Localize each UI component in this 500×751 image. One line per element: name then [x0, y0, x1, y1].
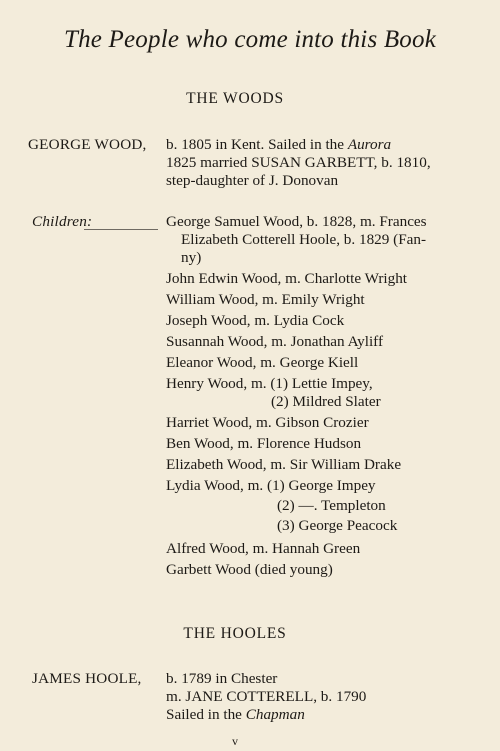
page-folio: v	[232, 734, 238, 748]
child-line: (3) George Peacock	[277, 517, 398, 534]
section-heading-hooles: THE HOOLES	[183, 625, 287, 642]
george-wood-line-3: step-daughter of J. Donovan	[166, 172, 339, 189]
children-label: Children:	[32, 213, 93, 230]
child-line: Garbett Wood (died young)	[166, 561, 333, 578]
george-wood-line-1: b. 1805 in Kent. Sailed in the Aurora	[166, 136, 392, 153]
child-line: Alfred Wood, m. Hannah Green	[166, 540, 361, 557]
child-line: Lydia Wood, m. (1) George Impey	[166, 477, 376, 494]
page-title: The People who come into this Book	[63, 26, 436, 53]
james-hoole-line-1: b. 1789 in Chester	[166, 670, 278, 687]
section-heading-woods: THE WOODS	[186, 90, 284, 107]
child-line: (2) —. Templeton	[277, 497, 386, 514]
head-name-james-hoole: JAMES HOOLE,	[32, 670, 142, 687]
child-line: Elizabeth Wood, m. Sir William Drake	[166, 456, 402, 473]
george-wood-line-2: 1825 married SUSAN GARBETT, b. 1810,	[166, 154, 431, 171]
james-hoole-line-2: m. JANE COTTERELL, b. 1790	[166, 688, 367, 705]
child-line: Henry Wood, m. (1) Lettie Impey,	[166, 375, 373, 392]
child-line: Eleanor Wood, m. George Kiell	[166, 354, 359, 371]
child-line: ny)	[181, 249, 202, 266]
child-line: Elizabeth Cotterell Hoole, b. 1829 (Fan-	[181, 231, 427, 248]
james-hoole-line-3: Sailed in the Chapman	[166, 706, 305, 723]
child-line: George Samuel Wood, b. 1828, m. Frances	[166, 213, 427, 230]
head-name-george-wood: GEORGE WOOD,	[28, 136, 147, 153]
child-line: Ben Wood, m. Florence Hudson	[166, 435, 362, 452]
child-line: (2) Mildred Slater	[271, 393, 381, 410]
child-line: Susannah Wood, m. Jonathan Ayliff	[166, 333, 384, 350]
child-line: Joseph Wood, m. Lydia Cock	[166, 312, 345, 329]
child-line: William Wood, m. Emily Wright	[166, 291, 365, 308]
children-leader-rule	[84, 229, 158, 230]
child-line: John Edwin Wood, m. Charlotte Wright	[166, 270, 408, 287]
child-line: Harriet Wood, m. Gibson Crozier	[166, 414, 369, 431]
